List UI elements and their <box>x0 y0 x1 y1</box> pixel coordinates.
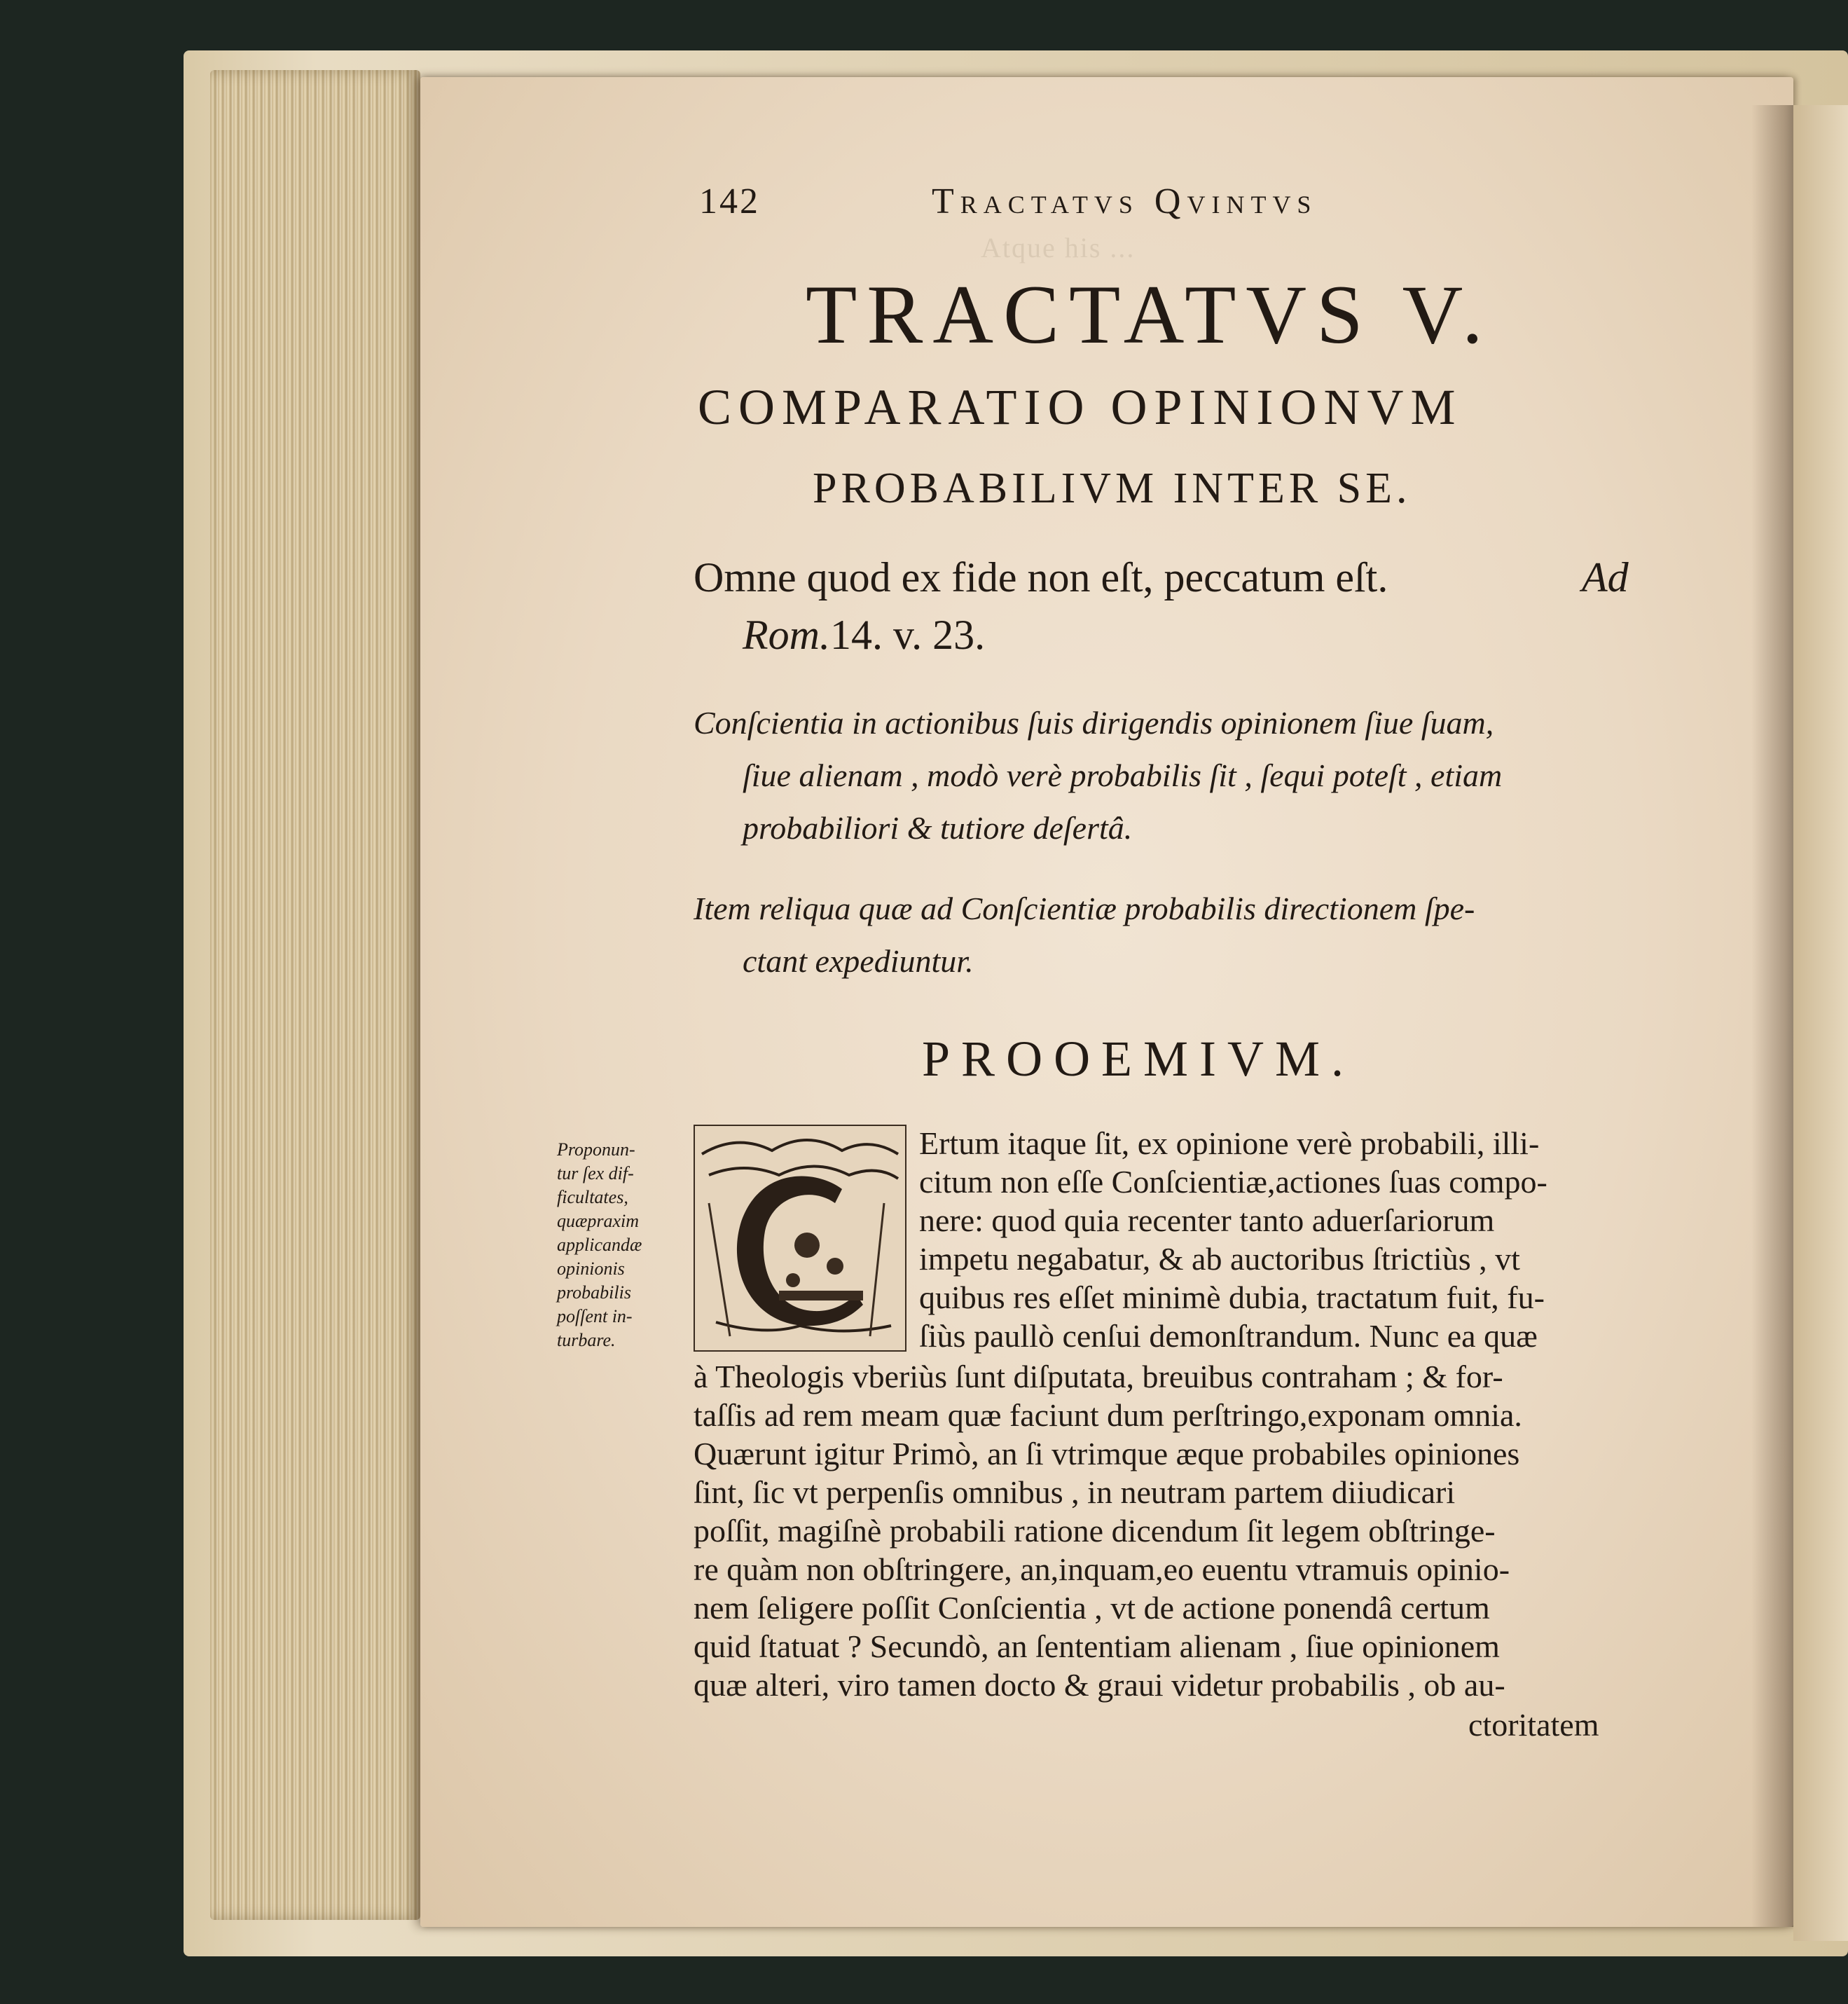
page-edges <box>210 70 420 1920</box>
body-line: citum non eſſe Conſcientiæ,actiones ſuas compo- <box>919 1164 1547 1200</box>
facing-page-edge <box>1793 105 1848 1941</box>
body-line: quid ſtatuat ? Secundò, an ſententiam alienam , ſiue opinionem <box>694 1628 1500 1664</box>
margin-note-line: Proponun- <box>557 1139 635 1160</box>
scripture-ref-ad: Ad <box>1582 554 1629 600</box>
body-line: re quàm non obſtringere, an,inquam,eo euentu vtramuis opinio- <box>694 1551 1510 1587</box>
margin-note-line: turbare. <box>557 1330 616 1350</box>
margin-note-line: applicandæ <box>557 1235 642 1255</box>
margin-note-line: probabilis <box>557 1282 631 1303</box>
woodcut-ornament-icon <box>695 1126 905 1350</box>
body-line: taſſis ad rem meam quæ faciunt dum perſtringo,exponam omnia. <box>694 1397 1522 1433</box>
summary-line: Item reliqua quæ ad Conſcientiæ probabilis directionem ſpe- <box>694 891 1475 926</box>
margin-note-line: ficultates, <box>557 1187 628 1207</box>
body-line: quibus res eſſet minimè dubia, tractatum fuit, fu- <box>919 1279 1545 1315</box>
subtitle-line-2: PROBABILIVM INTER SE. <box>813 465 1412 512</box>
body-line: nem ſeligere poſſit Conſcientia , vt de actione ponendâ certum <box>694 1590 1490 1626</box>
body-line: quæ alteri, viro tamen docto & graui videtur probabilis , ob au- <box>694 1667 1505 1703</box>
scripture-ref-rom: Rom. <box>743 612 830 658</box>
body-line: poſſit, magiſnè probabili ratione dicendum ſit legem obſtringe- <box>694 1513 1496 1549</box>
thesis-line: ſiue alienam , modò verè probabilis ſit , ſequi poteſt , etiam <box>743 757 1503 793</box>
body-line: ſint, ſic vt perpenſis omnibus , in neutram partem diiudicari <box>694 1474 1456 1510</box>
body-line: Ertum itaque ſit, ex opinione verè probabili, illi- <box>919 1125 1540 1161</box>
scripture-ref-verse: 14. v. 23. <box>829 612 986 658</box>
show-through: Atque his ... <box>981 232 1136 263</box>
thesis-line: Conſcientia in actionibus ſuis dirigendis opinionem ſiue ſuam, <box>694 705 1494 741</box>
catchword: ctoritatem <box>1468 1707 1599 1743</box>
body-line: nere: quod quia recenter tanto aduerſariorum <box>919 1202 1495 1238</box>
running-title: Tractatvs Qvintvs <box>932 181 1318 221</box>
margin-note-line: poſſent in- <box>557 1306 633 1326</box>
decorated-initial-c <box>694 1125 906 1352</box>
summary-line: ctant expediuntur. <box>743 943 974 979</box>
scripture-line-2 <box>743 611 985 659</box>
scripture-text: Omne quod ex fide non eſt, peccatum eſt. <box>694 554 1388 600</box>
page-number: 142 <box>699 181 760 221</box>
body-line: ſiùs paullò cenſui demonſtrandum. Nunc ea quæ <box>919 1318 1538 1354</box>
scripture-line-1 <box>694 554 1629 602</box>
body-line: à Theologis vberiùs ſunt diſputata, breuibus contraham ; & for- <box>694 1359 1503 1394</box>
body-line: Quærunt igitur Primò, an ſi vtrimque æque probabiles opiniones <box>694 1436 1520 1471</box>
margin-note-line: opinionis <box>557 1258 625 1279</box>
section-heading: PROOEMIVM. <box>922 1031 1356 1087</box>
body-line: impetu negabatur, & ab auctoribus ſtrictiùs , vt <box>919 1241 1520 1277</box>
margin-note-line: tur ſex dif- <box>557 1163 634 1183</box>
subtitle-line-1: COMPARATIO OPINIONVM <box>698 379 1463 435</box>
margin-note-line: quæpraxim <box>557 1211 639 1231</box>
treatise-title: TRACTATVS V. <box>806 268 1493 361</box>
thesis-line: probabiliori & tutiore deſertâ. <box>743 810 1133 846</box>
